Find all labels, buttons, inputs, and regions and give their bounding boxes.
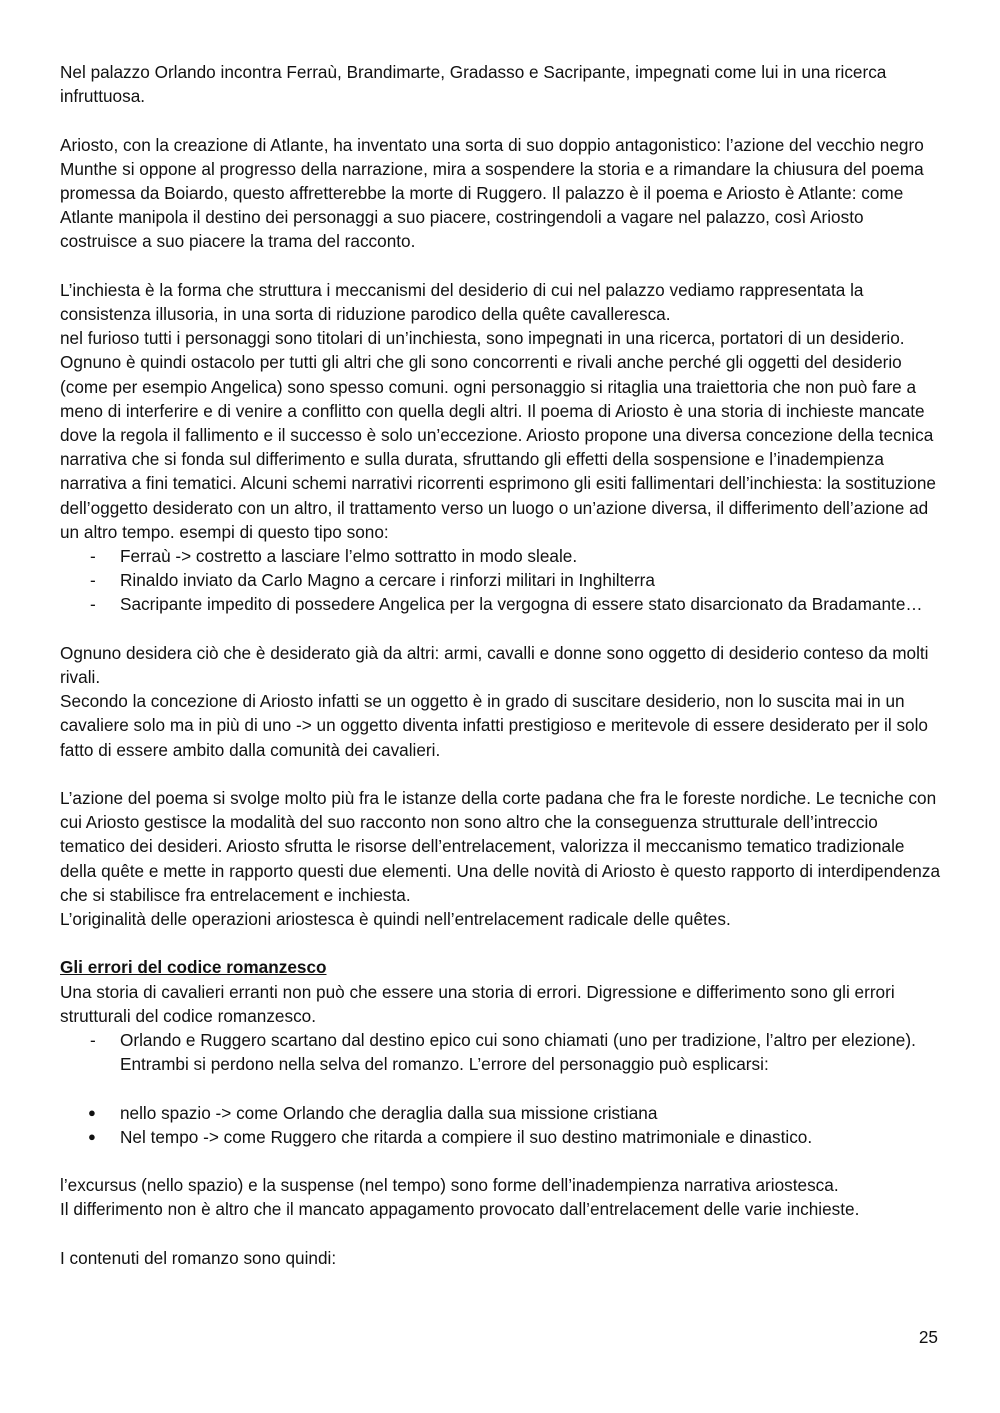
errori-list — [60, 1028, 945, 1076]
list-item: - Orlando e Ruggero scartano dal destino epico cui sono chiamati (uno per tradizione, l’altro per elezione). Entrambi si perdono nella selva del romanzo. L’errore del personaggio può esplicarsi: — [120, 1028, 945, 1076]
paragraph-furioso: nel furioso tutti i personaggi sono titolari di un’inchiesta, sono impegnati in una ricerca, portatori di un desiderio. Ognuno è quindi ostacolo per tutti gli altri che gli sono concorrenti e rivali anche perché gli oggetti del desiderio (come per esempio Angelica) sono spesso comuni. ogni personaggio si ritaglia una traiettoria che non può fare a meno di interferire e di venire a conflitto con quella degli altri. Il poema di Ariosto è una storia di inchieste mancate dove la regola il fallimento e il successo è solo un’eccezione. Ariosto propone una diversa concezione della tecnica narrativa che si fonda sul differimento e sulla durata, sfruttando gli effetti della sospensione e l’inadempienza narrativa a fini tematici. Alcuni schemi narrativi ricorrenti esprimono gli esiti fallimentari dell’inchiesta: la sostituzione dell’oggetto desiderato con un altro, il trattamento verso un luogo o un’azione diversa, il differimento dell’azione ad un altro tempo. esempi di questo tipo sono: — [60, 328, 936, 542]
spacer — [60, 1222, 945, 1246]
section-heading: Gli errori del codice romanzesco — [60, 957, 327, 978]
paragraph-inchiesta: L’inchiesta è la forma che struttura i meccanismi del desiderio di cui nel palazzo vediamo rappresentata la consistenza illusoria, in una sorta di riduzione parodico della quête cavalleresca. — [60, 279, 864, 324]
paragraph-azione: L’azione del poema si svolge molto più fra le istanze della corte padana che fra le foreste nordiche. Le tecniche con cui Ariosto gestisce la modalità del suo racconto non sono altro che la conseguenza strutturale dell’intreccio tematico dei desideri. Ariosto sfrutta le risorse dell’entrelacement, valorizza il meccanismo tematico tradizionale della quête e mette in rapporto questi due elementi. Una delle novità di Ariosto è questo rapporto di interdipendenza che si stabilisce fra entrelacement e inchiesta. — [60, 788, 941, 905]
paragraph-differimento: Il differimento non è altro che il mancato appagamento provocato dall’entrelacement delle varie inchieste. — [60, 1199, 860, 1220]
spacer — [60, 762, 945, 786]
examples-list — [60, 544, 945, 617]
list-item: - Rinaldo inviato da Carlo Magno a cercare i rinforzi militari in Inghilterra — [120, 568, 945, 592]
paragraph-originalita: L’originalità delle operazioni ariostesca è quindi nell’entrelacement radicale delle quêtes. — [60, 909, 731, 930]
paragraph-excursus: l’excursus (nello spazio) e la suspense (nel tempo) sono forme dell’inadempienza narrativa ariostesca. — [60, 1175, 839, 1196]
paragraph-atlante: Ariosto, con la creazione di Atlante, ha inventato una sorta di suo doppio antagonistico: l’azione del vecchio negro Munthe si oppone al progresso della narrazione, mira a sospendere la storia e a rimandare la chiusura del poema promessa da Boiardo, questo affretterebbe la morte di Ruggero. Il palazzo è il poema e Ariosto è Atlante: come Atlante manipola il destino dei personaggi a suo piacere, costringendoli a vagare nel palazzo, così Ariosto costruisce a suo piacere la trama del racconto. — [60, 134, 924, 252]
spacer — [60, 931, 945, 955]
paragraph-contenuti: I contenuti del romanzo sono quindi: — [60, 1247, 337, 1268]
spacer — [60, 108, 945, 132]
list-item: ● nello spazio -> come Orlando che deraglia dalla sua missione cristiana — [120, 1101, 945, 1125]
paragraph-palazzo: Nel palazzo Orlando incontra Ferraù, Brandimarte, Gradasso e Sacripante, impegnati come lui in una ricerca infruttuosa. — [60, 62, 887, 107]
bullet-list — [60, 1101, 945, 1149]
paragraph-errori: Una storia di cavalieri erranti non può che essere una storia di errori. Digressione e differimento sono gli errori strutturali del codice romanzesco. — [60, 981, 895, 1026]
paragraph-desiderio: Ognuno desidera ciò che è desiderato già da altri: armi, cavalli e donne sono oggetto di desiderio conteso da molti rivali. — [60, 642, 929, 688]
paragraph-concezione: Secondo la concezione di Ariosto infatti se un oggetto è in grado di suscitare desiderio, non lo suscita mai in un cavaliere solo ma in più di uno -> un oggetto diventa infatti prestigioso e meritevole di essere desiderato per il solo fatto di essere ambito dalla comunità dei cavalieri. — [60, 691, 928, 760]
spacer — [60, 1076, 945, 1100]
spacer — [60, 617, 945, 641]
list-item: ● Nel tempo -> come Ruggero che ritarda a compiere il suo destino matrimoniale e dinastico. — [120, 1125, 945, 1149]
page-number: 25 — [918, 1327, 938, 1347]
document-page — [60, 60, 945, 1270]
list-item: - Ferraù -> costretto a lasciare l’elmo sottratto in modo sleale. — [120, 544, 945, 568]
list-item: - Sacripante impedito di possedere Angelica per la vergogna di essere stato disarcionato da Bradamante… — [120, 592, 945, 616]
spacer — [60, 1149, 945, 1173]
spacer — [60, 254, 945, 278]
